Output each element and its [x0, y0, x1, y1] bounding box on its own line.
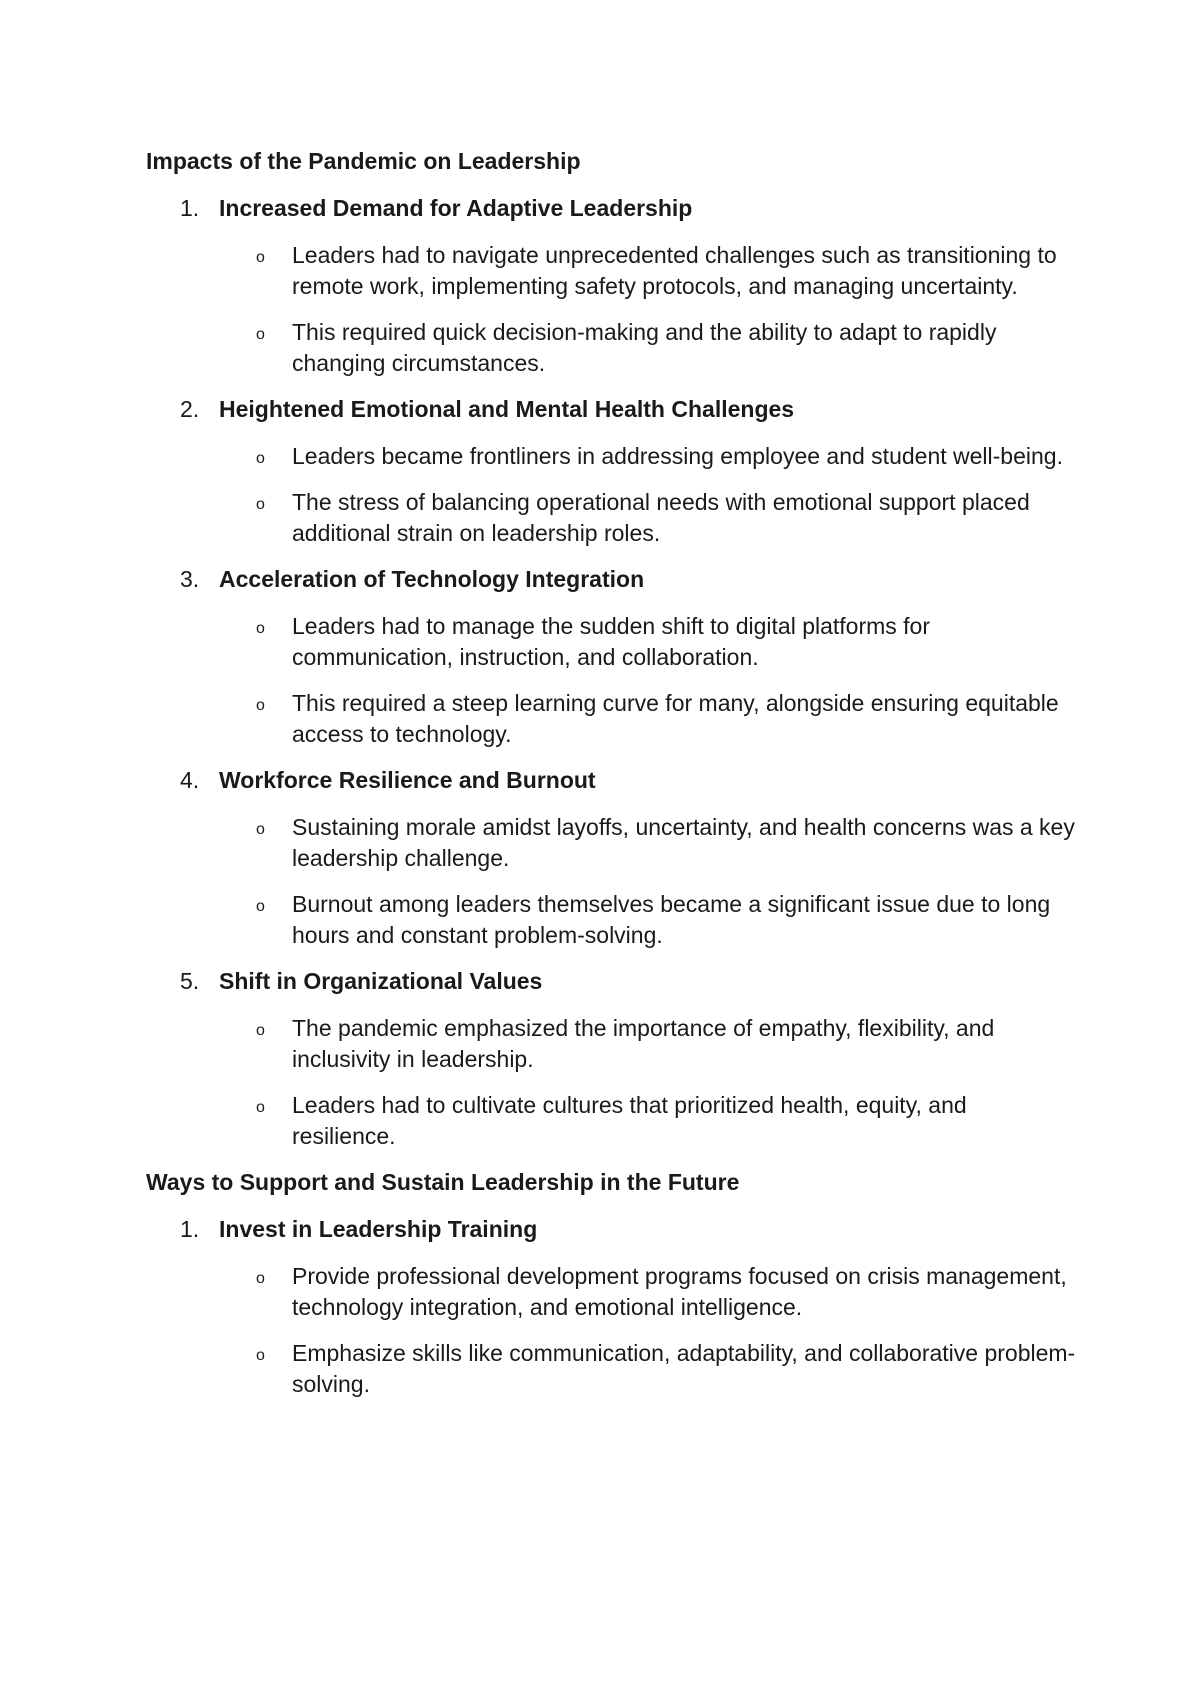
bullet-marker: o — [256, 620, 265, 637]
bullet-marker: o — [256, 898, 265, 915]
bullet-text: Provide professional development programs focused on crisis management, technology integration, and emotional intelligence. — [292, 1263, 1067, 1320]
bullet-list — [219, 1013, 1076, 1152]
list-item-number: 1. — [180, 195, 200, 221]
list-item — [146, 564, 1076, 750]
bullet-list — [219, 1261, 1076, 1400]
list-item-title: Invest in Leadership Training — [219, 1216, 538, 1242]
bullet-marker: o — [256, 450, 265, 467]
bullet-marker: o — [256, 821, 265, 838]
bullet-marker: o — [256, 1022, 265, 1039]
bullet-list — [219, 611, 1076, 750]
bullet-text: The stress of balancing operational needs with emotional support placed additional strain on leadership roles. — [292, 489, 1030, 546]
bullet-list — [219, 812, 1076, 951]
section-heading: Ways to Support and Sustain Leadership in the Future — [146, 1169, 740, 1195]
bullet-marker: o — [256, 496, 265, 513]
bullet-text: This required a steep learning curve for many, alongside ensuring equitable access to technology. — [292, 690, 1059, 747]
bullet-item — [219, 240, 1076, 302]
list-item — [146, 394, 1076, 549]
bullet-list — [219, 240, 1076, 379]
bullet-list — [219, 441, 1076, 549]
bullet-text: Burnout among leaders themselves became a significant issue due to long hours and constant problem-solving. — [292, 891, 1051, 948]
list-item-number: 4. — [180, 767, 200, 793]
list-item-number: 5. — [180, 968, 200, 994]
list-item-number: 1. — [180, 1216, 200, 1242]
bullet-item — [219, 688, 1076, 750]
numbered-list — [146, 193, 1076, 1152]
bullet-text: Sustaining morale amidst layoffs, uncertainty, and health concerns was a key leadership challenge. — [292, 814, 1075, 871]
bullet-marker: o — [256, 249, 265, 266]
bullet-item — [219, 889, 1076, 951]
bullet-item — [219, 317, 1076, 379]
list-item-number: 3. — [180, 566, 200, 592]
list-item-title: Increased Demand for Adaptive Leadership — [219, 195, 693, 221]
document-body — [146, 146, 1076, 1415]
list-item — [146, 193, 1076, 379]
bullet-text: Leaders had to manage the sudden shift to digital platforms for communication, instruction, and collaboration. — [292, 613, 931, 670]
bullet-marker: o — [256, 697, 265, 714]
bullet-item — [219, 487, 1076, 549]
bullet-text: Leaders became frontliners in addressing employee and student well-being. — [292, 443, 1063, 469]
bullet-item — [219, 812, 1076, 874]
bullet-marker: o — [256, 1347, 265, 1364]
list-item — [146, 765, 1076, 951]
list-item — [146, 966, 1076, 1152]
numbered-list — [146, 1214, 1076, 1400]
bullet-text: The pandemic emphasized the importance of empathy, flexibility, and inclusivity in leadership. — [292, 1015, 995, 1072]
list-item — [146, 1214, 1076, 1400]
bullet-item — [219, 1013, 1076, 1075]
bullet-text: Leaders had to cultivate cultures that prioritized health, equity, and resilience. — [292, 1092, 967, 1149]
bullet-text: This required quick decision-making and the ability to adapt to rapidly changing circumstances. — [292, 319, 997, 376]
bullet-text: Leaders had to navigate unprecedented challenges such as transitioning to remote work, implementing safety protocols, and managing uncertainty. — [292, 242, 1057, 299]
bullet-marker: o — [256, 1270, 265, 1287]
bullet-item — [219, 441, 1076, 472]
bullet-item — [219, 1261, 1076, 1323]
document-section — [146, 146, 1076, 1152]
bullet-item — [219, 611, 1076, 673]
list-item-title: Workforce Resilience and Burnout — [219, 767, 596, 793]
list-item-title: Heightened Emotional and Mental Health Challenges — [219, 396, 795, 422]
bullet-marker: o — [256, 326, 265, 343]
bullet-text: Emphasize skills like communication, adaptability, and collaborative problem-solving. — [292, 1340, 1076, 1397]
document-section — [146, 1167, 1076, 1400]
list-item-number: 2. — [180, 396, 200, 422]
bullet-item — [219, 1338, 1076, 1400]
section-heading: Impacts of the Pandemic on Leadership — [146, 148, 581, 174]
bullet-marker: o — [256, 1099, 265, 1116]
list-item-title: Shift in Organizational Values — [219, 968, 543, 994]
bullet-item — [219, 1090, 1076, 1152]
list-item-title: Acceleration of Technology Integration — [219, 566, 645, 592]
